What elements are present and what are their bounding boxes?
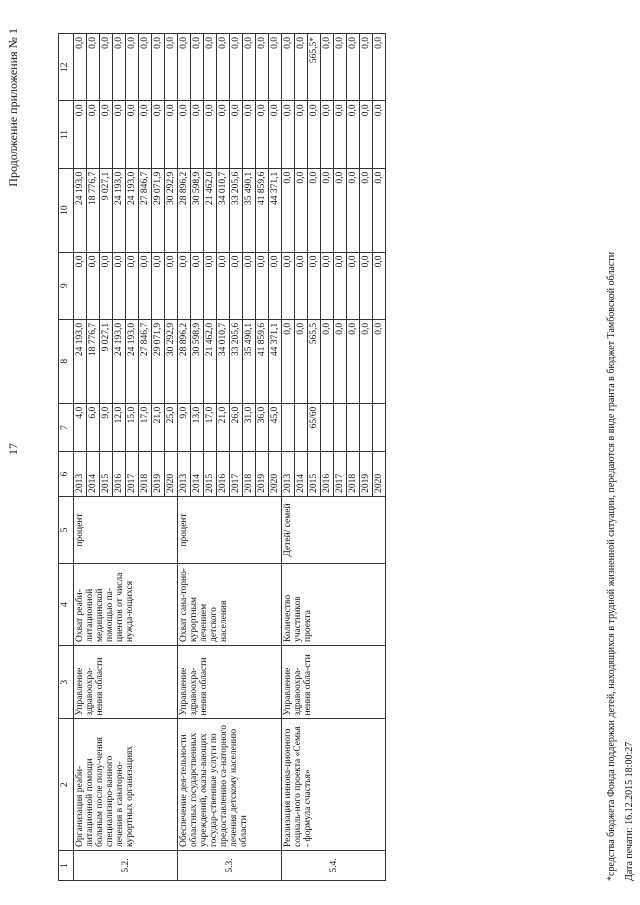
target-value-cell: 4,0: [74, 403, 87, 452]
item-id-cell: 5.2.: [74, 850, 178, 880]
regional-funding-cell: 29 071,9: [152, 168, 165, 252]
federal-funding-cell: 0,0: [347, 252, 360, 319]
target-value-cell: 21,0: [217, 403, 230, 452]
item-name-cell: Реализация иннова-ционного социаль-ного проекта «Семья - формула счастья»: [282, 719, 386, 851]
regional-funding-cell: 9 027,1: [100, 168, 113, 252]
column-number-row: [59, 34, 74, 881]
target-value-cell: [295, 403, 308, 452]
regional-funding-cell: 18 776,7: [87, 168, 100, 252]
year-cell: 2020: [373, 452, 386, 497]
other-funding-cell: 0,0: [204, 34, 217, 101]
local-funding-cell: 0,0: [113, 101, 126, 168]
local-funding-cell: 0,0: [204, 101, 217, 168]
federal-funding-cell: 0,0: [295, 252, 308, 319]
regional-funding-cell: 21 462,0: [204, 168, 217, 252]
local-funding-cell: 0,0: [191, 101, 204, 168]
total-funding-cell: 0,0: [347, 319, 360, 403]
total-funding-cell: 0,0: [321, 319, 334, 403]
total-funding-cell: 0,0: [282, 319, 295, 403]
other-funding-cell: 0,0: [360, 34, 373, 101]
year-cell: 2019: [152, 452, 165, 497]
regional-funding-cell: 35 490,1: [243, 168, 256, 252]
total-funding-cell: 30 292,9: [165, 319, 178, 403]
unit-cell: процент: [178, 496, 282, 563]
total-funding-cell: 29 071,9: [152, 319, 165, 403]
total-funding-cell: 24 193,0: [74, 319, 87, 403]
federal-funding-cell: 0,0: [100, 252, 113, 319]
year-cell: 2020: [269, 452, 282, 497]
local-funding-cell: 0,0: [126, 101, 139, 168]
target-value-cell: 31,0: [243, 403, 256, 452]
total-funding-cell: 18 776,7: [87, 319, 100, 403]
target-value-cell: 45,0: [269, 403, 282, 452]
federal-funding-cell: 0,0: [256, 252, 269, 319]
total-funding-cell: 565,5: [308, 319, 321, 403]
table-body: [74, 34, 386, 881]
target-value-cell: [321, 403, 334, 452]
regional-funding-cell: 0,0: [334, 168, 347, 252]
other-funding-cell: 565,5*: [308, 34, 321, 101]
col-number: 8: [59, 319, 74, 403]
other-funding-cell: 0,0: [113, 34, 126, 101]
regional-funding-cell: 24 193,0: [126, 168, 139, 252]
regional-funding-cell: 0,0: [373, 168, 386, 252]
indicator-cell: Количество участников проекта: [282, 564, 386, 646]
local-funding-cell: 0,0: [178, 101, 191, 168]
local-funding-cell: 0,0: [230, 101, 243, 168]
year-cell: 2013: [74, 452, 87, 497]
col-number: 5: [59, 496, 74, 563]
col-number: 12: [59, 34, 74, 101]
other-funding-cell: 0,0: [87, 34, 100, 101]
federal-funding-cell: 0,0: [282, 252, 295, 319]
regional-funding-cell: 44 371,1: [269, 168, 282, 252]
regional-funding-cell: 34 010,7: [217, 168, 230, 252]
indicator-cell: Охват сана-торно-курортным лечением детского населения: [178, 564, 282, 646]
regional-funding-cell: 0,0: [321, 168, 334, 252]
target-value-cell: 17,0: [204, 403, 217, 452]
federal-funding-cell: 0,0: [243, 252, 256, 319]
federal-funding-cell: 0,0: [373, 252, 386, 319]
year-cell: 2018: [243, 452, 256, 497]
total-funding-cell: 0,0: [373, 319, 386, 403]
target-value-cell: 9,0: [178, 403, 191, 452]
regional-funding-cell: 30 292,9: [165, 168, 178, 252]
local-funding-cell: 0,0: [152, 101, 165, 168]
target-value-cell: 6,0: [87, 403, 100, 452]
year-cell: 2016: [113, 452, 126, 497]
year-cell: 2017: [334, 452, 347, 497]
col-number: 6: [59, 452, 74, 497]
item-name-cell: Организация реаби-литационной помощи больным после полу-чения специализиро-ванного лечения в санаторно-курортных организациях: [74, 719, 178, 851]
regional-funding-cell: 28 896,2: [178, 168, 191, 252]
federal-funding-cell: 0,0: [113, 252, 126, 319]
target-value-cell: [282, 403, 295, 452]
footnote: *средства бюджета Фонда поддержки детей, находящихся в трудной жизненной ситуации, передаются в виде гранта в бюджет Тамбовской области: [606, 251, 617, 881]
federal-funding-cell: 0,0: [87, 252, 100, 319]
col-number: 3: [59, 645, 74, 719]
total-funding-cell: 44 371,1: [269, 319, 282, 403]
total-funding-cell: 34 010,7: [217, 319, 230, 403]
federal-funding-cell: 0,0: [360, 252, 373, 319]
regional-funding-cell: 0,0: [347, 168, 360, 252]
local-funding-cell: 0,0: [308, 101, 321, 168]
year-cell: 2014: [87, 452, 100, 497]
total-funding-cell: 21 462,0: [204, 319, 217, 403]
other-funding-cell: 0,0: [269, 34, 282, 101]
col-number: 7: [59, 403, 74, 452]
year-cell: 2015: [308, 452, 321, 497]
unit-cell: Детей/ семей: [282, 496, 386, 563]
total-funding-cell: 30 598,9: [191, 319, 204, 403]
regional-funding-cell: 0,0: [282, 168, 295, 252]
local-funding-cell: 0,0: [139, 101, 152, 168]
other-funding-cell: 0,0: [256, 34, 269, 101]
total-funding-cell: 28 896,2: [178, 319, 191, 403]
other-funding-cell: 0,0: [217, 34, 230, 101]
federal-funding-cell: 0,0: [191, 252, 204, 319]
target-value-cell: [360, 403, 373, 452]
other-funding-cell: 0,0: [321, 34, 334, 101]
target-value-cell: 21,0: [152, 403, 165, 452]
local-funding-cell: 0,0: [269, 101, 282, 168]
target-value-cell: 65/60: [308, 403, 321, 452]
local-funding-cell: 0,0: [165, 101, 178, 168]
year-cell: 2016: [217, 452, 230, 497]
other-funding-cell: 0,0: [74, 34, 87, 101]
print-date: Дата печати: 16.12.2015 18:00:27: [624, 741, 635, 881]
regional-funding-cell: 24 193,0: [74, 168, 87, 252]
total-funding-cell: 35 490,1: [243, 319, 256, 403]
regional-funding-cell: 41 859,6: [256, 168, 269, 252]
year-cell: 2017: [230, 452, 243, 497]
local-funding-cell: 0,0: [373, 101, 386, 168]
federal-funding-cell: 0,0: [269, 252, 282, 319]
local-funding-cell: 0,0: [321, 101, 334, 168]
year-cell: 2015: [100, 452, 113, 497]
federal-funding-cell: 0,0: [204, 252, 217, 319]
target-value-cell: 17,0: [139, 403, 152, 452]
table-row: [282, 34, 295, 881]
col-number: 11: [59, 101, 74, 168]
other-funding-cell: 0,0: [178, 34, 191, 101]
federal-funding-cell: 0,0: [139, 252, 152, 319]
year-cell: 2019: [360, 452, 373, 497]
regional-funding-cell: 0,0: [295, 168, 308, 252]
federal-funding-cell: 0,0: [217, 252, 230, 319]
executor-cell: Управление здравоохра-нения области: [74, 645, 178, 719]
indicator-cell: Охват реаби-литационной медицинской помощью па-циентов от числа нужда-ющихся: [74, 564, 178, 646]
target-value-cell: 12,0: [113, 403, 126, 452]
page-number: 17: [6, 443, 20, 455]
target-value-cell: 15,0: [126, 403, 139, 452]
local-funding-cell: 0,0: [217, 101, 230, 168]
executor-cell: Управление здравоохра-нения области: [178, 645, 282, 719]
target-value-cell: 13,0: [191, 403, 204, 452]
total-funding-cell: 33 205,6: [230, 319, 243, 403]
federal-funding-cell: 0,0: [334, 252, 347, 319]
federal-funding-cell: 0,0: [308, 252, 321, 319]
total-funding-cell: 24 193,0: [113, 319, 126, 403]
year-cell: 2020: [165, 452, 178, 497]
target-value-cell: 36,0: [256, 403, 269, 452]
target-value-cell: [347, 403, 360, 452]
item-id-cell: 5.4.: [282, 850, 386, 880]
other-funding-cell: 0,0: [230, 34, 243, 101]
federal-funding-cell: 0,0: [165, 252, 178, 319]
other-funding-cell: 0,0: [295, 34, 308, 101]
local-funding-cell: 0,0: [87, 101, 100, 168]
federal-funding-cell: 0,0: [178, 252, 191, 319]
item-id-cell: 5.3.: [178, 850, 282, 880]
total-funding-cell: 9 027,1: [100, 319, 113, 403]
local-funding-cell: 0,0: [334, 101, 347, 168]
item-name-cell: Обеспечение дея-тельности областных государственных учреждений, оказы-вающих государ-ственные услуги по предоставлению са-наторного лечения детскому населению области: [178, 719, 282, 851]
federal-funding-cell: 0,0: [152, 252, 165, 319]
regional-funding-cell: 33 205,6: [230, 168, 243, 252]
other-funding-cell: 0,0: [282, 34, 295, 101]
program-table: [58, 33, 386, 881]
federal-funding-cell: 0,0: [126, 252, 139, 319]
year-cell: 2013: [282, 452, 295, 497]
local-funding-cell: 0,0: [282, 101, 295, 168]
col-number: 10: [59, 168, 74, 252]
local-funding-cell: 0,0: [347, 101, 360, 168]
target-value-cell: 9,0: [100, 403, 113, 452]
col-number: 1: [59, 850, 74, 880]
total-funding-cell: 0,0: [334, 319, 347, 403]
target-value-cell: [334, 403, 347, 452]
local-funding-cell: 0,0: [100, 101, 113, 168]
table-row: [74, 34, 87, 881]
year-cell: 2018: [139, 452, 152, 497]
total-funding-cell: 41 859,6: [256, 319, 269, 403]
year-cell: 2016: [321, 452, 334, 497]
regional-funding-cell: 0,0: [360, 168, 373, 252]
target-value-cell: 25,0: [165, 403, 178, 452]
other-funding-cell: 0,0: [347, 34, 360, 101]
other-funding-cell: 0,0: [243, 34, 256, 101]
regional-funding-cell: 30 598,9: [191, 168, 204, 252]
table-row: [178, 34, 191, 881]
col-number: 2: [59, 719, 74, 851]
total-funding-cell: 24 193,0: [126, 319, 139, 403]
total-funding-cell: 0,0: [295, 319, 308, 403]
federal-funding-cell: 0,0: [74, 252, 87, 319]
col-number: 4: [59, 564, 74, 646]
local-funding-cell: 0,0: [295, 101, 308, 168]
federal-funding-cell: 0,0: [230, 252, 243, 319]
total-funding-cell: 27 846,7: [139, 319, 152, 403]
local-funding-cell: 0,0: [360, 101, 373, 168]
other-funding-cell: 0,0: [373, 34, 386, 101]
target-value-cell: 26,0: [230, 403, 243, 452]
other-funding-cell: 0,0: [165, 34, 178, 101]
other-funding-cell: 0,0: [152, 34, 165, 101]
other-funding-cell: 0,0: [126, 34, 139, 101]
target-value-cell: [373, 403, 386, 452]
col-number: 9: [59, 252, 74, 319]
federal-funding-cell: 0,0: [321, 252, 334, 319]
year-cell: 2018: [347, 452, 360, 497]
other-funding-cell: 0,0: [100, 34, 113, 101]
other-funding-cell: 0,0: [139, 34, 152, 101]
local-funding-cell: 0,0: [256, 101, 269, 168]
regional-funding-cell: 27 846,7: [139, 168, 152, 252]
unit-cell: процент: [74, 496, 178, 563]
year-cell: 2014: [191, 452, 204, 497]
other-funding-cell: 0,0: [334, 34, 347, 101]
other-funding-cell: 0,0: [191, 34, 204, 101]
regional-funding-cell: 0,0: [308, 168, 321, 252]
year-cell: 2017: [126, 452, 139, 497]
executor-cell: Управление здравоохра-нения обла-сти: [282, 645, 386, 719]
total-funding-cell: 0,0: [360, 319, 373, 403]
regional-funding-cell: 24 193,0: [113, 168, 126, 252]
local-funding-cell: 0,0: [74, 101, 87, 168]
year-cell: 2019: [256, 452, 269, 497]
year-cell: 2014: [295, 452, 308, 497]
continuation-title: Продолжение приложения № 1: [6, 28, 20, 187]
year-cell: 2015: [204, 452, 217, 497]
local-funding-cell: 0,0: [243, 101, 256, 168]
year-cell: 2013: [178, 452, 191, 497]
